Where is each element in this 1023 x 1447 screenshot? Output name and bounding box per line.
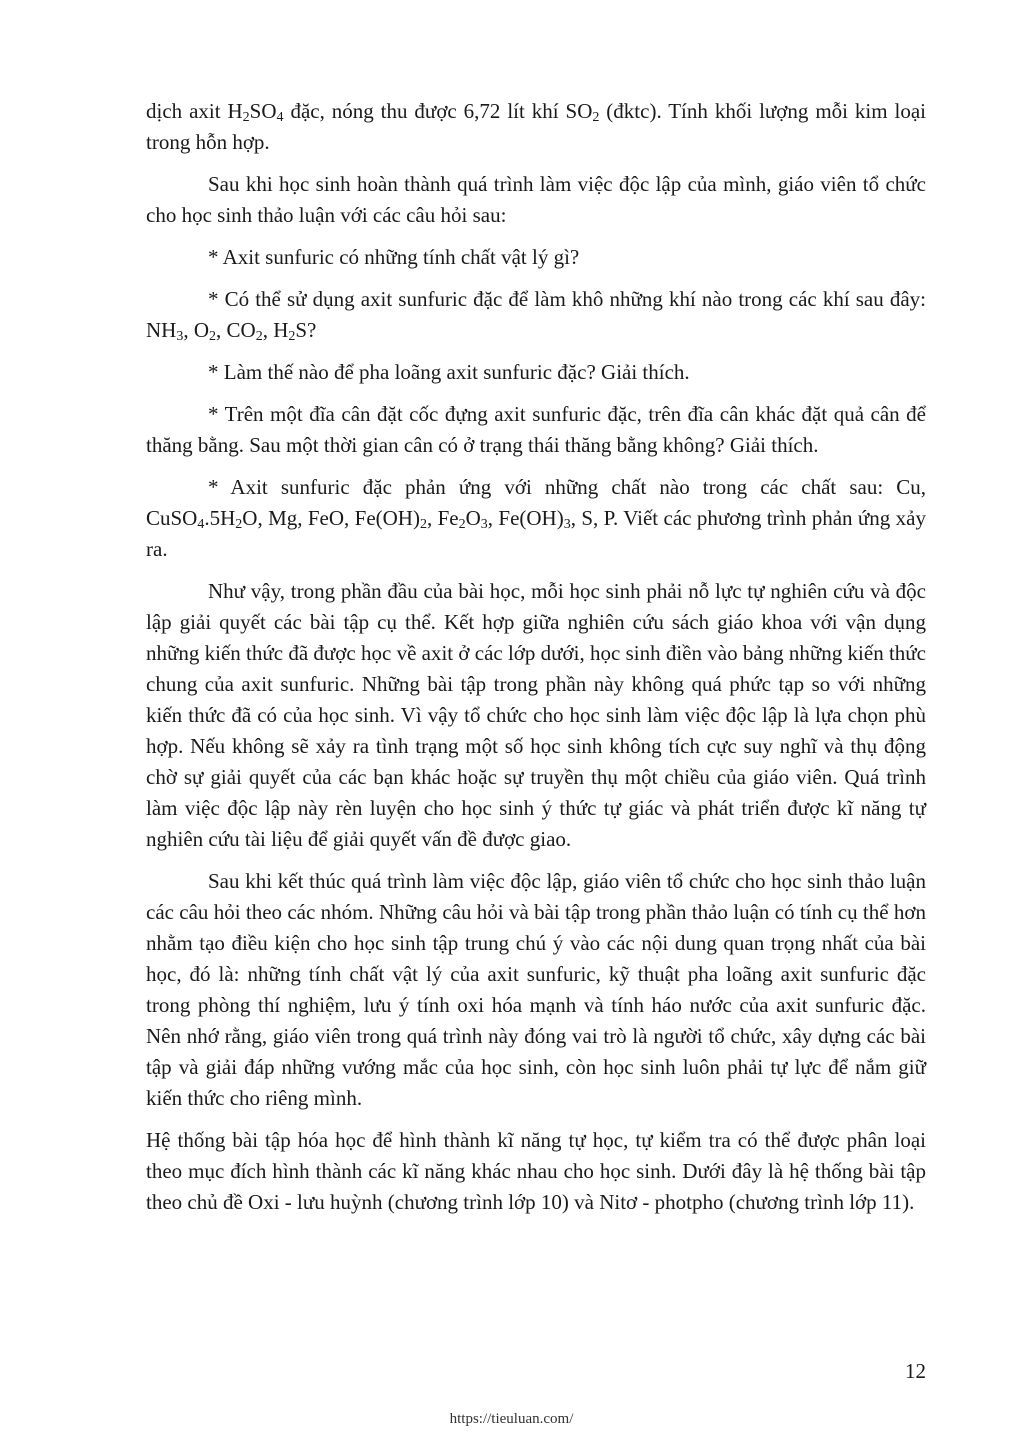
paragraph-3: Như vậy, trong phần đầu của bài học, mỗi học sinh phải nỗ lực tự nghiên cứu và độc lập giải quyết các bài tập cụ thể. Kết hợp giữa nghiên cứu sách giáo khoa với vận dụng những kiến thức đã được học về axit ở các lớp dưới, học sinh điền vào bảng những kiến thức chung của axit sunfuric. Những bài tập trong phần này không quá phức tạp so với những kiến thức đã có của học sinh. Vì vậy tổ chức cho học sinh làm việc độc lập là lựa chọn phù hợp. Nếu không sẽ xảy ra tình trạng một số học sinh không tích cực suy nghĩ và thụ động chờ sự giải quyết của các bạn khác hoặc sự truyền thụ một chiều của giáo viên. Quá trình làm việc độc lập này rèn luyện cho học sinh ý thức tự giác và phát triển được kĩ năng tự nghiên cứu tài liệu để giải quyết vấn đề được giao. [146, 579, 926, 851]
text-span: (đktc). Tính khối lượng mỗi kim loại trong hỗn hợp. [146, 99, 926, 154]
subscript: 4 [276, 110, 284, 125]
text-span: , Fe(OH) [487, 506, 564, 530]
question-5 [146, 472, 926, 565]
text-span: * Có thể sử dụng axit sunfuric đặc để làm khô những khí nào trong các khí sau đây: NH [146, 287, 926, 342]
subscript: 2 [242, 110, 250, 125]
subscript: 2 [458, 517, 466, 532]
text-span: , Fe [426, 506, 459, 530]
text-span: O [465, 506, 481, 530]
text-span: dịch axit H [146, 99, 243, 123]
text-span: , H [262, 318, 289, 342]
subscript: 3 [563, 517, 571, 532]
paragraph-5: Hệ thống bài tập hóa học để hình thành kĩ năng tự học, tự kiểm tra có thể được phân loại theo mục đích hình thành các kĩ năng khác nhau cho học sinh. Dưới đây là hệ thống bài tập theo chủ đề Oxi - lưu huỳnh (chương trình lớp 10) và Nitơ - photpho (chương trình lớp 11). [146, 1128, 926, 1214]
subscript: 2 [419, 517, 427, 532]
subscript: 3 [480, 517, 488, 532]
subscript: 2 [592, 110, 600, 125]
subscript: 2 [209, 329, 217, 344]
subscript: 3 [176, 329, 184, 344]
paragraph-4: Sau khi kết thúc quá trình làm việc độc lập, giáo viên tổ chức cho học sinh thảo luận các câu hỏi theo các nhóm. Những câu hỏi và bài tập trong phần thảo luận có tính cụ thể hơn nhằm tạo điều kiện cho học sinh tập trung chú ý vào các nội dung quan trọng nhất của bài học, đó là: những tính chất vật lý của axit sunfuric, kỹ thuật pha loãng axit sunfuric đặc trong phòng thí nghiệm, lưu ý tính oxi hóa mạnh và tính háo nước của axit sunfuric đặc. Nên nhớ rằng, giáo viên trong quá trình này đóng vai trò là người tổ chức, xây dựng các bài tập và giải đáp những vướng mắc của học sinh, còn học sinh luôn phải tự lực để nắm giữ kiến thức cho riêng mình. [146, 869, 926, 1110]
text-span: SO [249, 99, 277, 123]
text-span: S? [295, 318, 317, 342]
document-body [146, 96, 926, 1229]
subscript: 2 [255, 329, 263, 344]
text-span: .5H [204, 506, 236, 530]
subscript: 2 [288, 329, 296, 344]
footer-url-link[interactable]: https://tieuluan.com/ [449, 1411, 574, 1427]
subscript: 2 [235, 517, 243, 532]
subscript: 4 [197, 517, 205, 532]
question-1: * Axit sunfuric có những tính chất vật lý gì? [208, 245, 580, 269]
page-number: 12 [905, 1359, 926, 1383]
text-span: O, Mg, FeO, Fe(OH) [242, 506, 420, 530]
text-span: * Axit sunfuric đặc phản ứng với những chất nào trong các chất sau: Cu, CuSO [146, 475, 926, 530]
text-span: , O [183, 318, 210, 342]
text-span: , S, P. Viết các phương trình phản ứng xảy ra. [146, 506, 926, 561]
question-4: * Trên một đĩa cân đặt cốc đựng axit sunfuric đặc, trên đĩa cân khác đặt quả cân để thăng bằng. Sau một thời gian cân có ở trạng thái thăng bằng không? Giải thích. [146, 402, 926, 457]
text-span: , CO [216, 318, 256, 342]
text-span: đặc, nóng thu được 6,72 lít khí SO [283, 99, 593, 123]
paragraph-2: Sau khi học sinh hoàn thành quá trình làm việc độc lập của mình, giáo viên tổ chức cho học sinh thảo luận với các câu hỏi sau: [146, 172, 926, 227]
paragraph-1 [146, 96, 926, 158]
question-2 [146, 284, 926, 346]
question-3: * Làm thế nào để pha loãng axit sunfuric đặc? Giải thích. [208, 360, 690, 384]
